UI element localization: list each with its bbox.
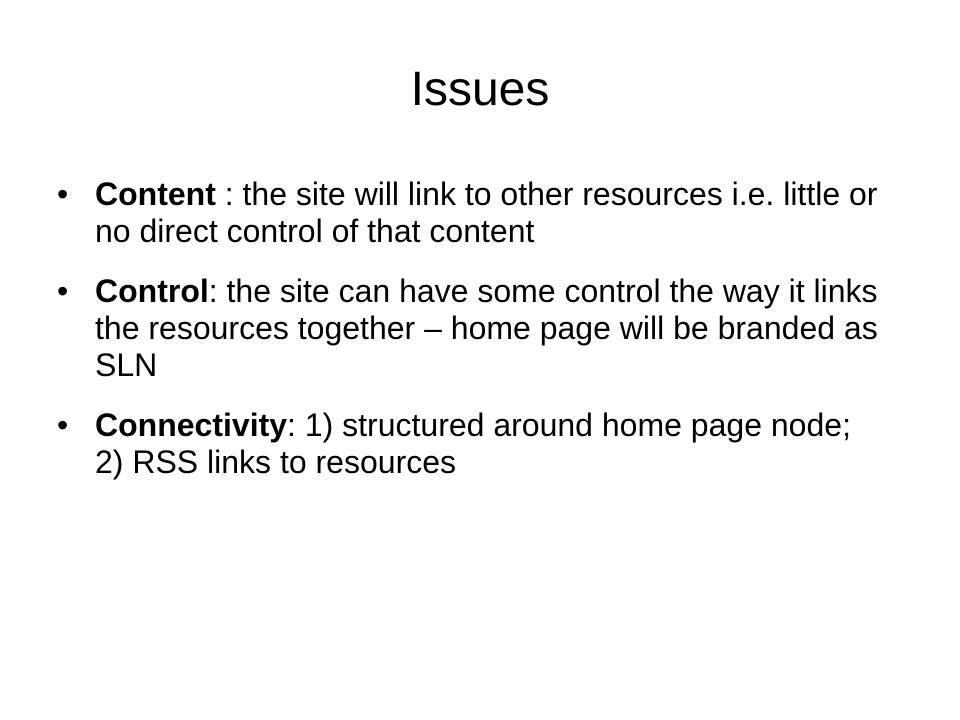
bullet-marker: •	[57, 407, 69, 443]
bullet-item-control	[57, 273, 887, 384]
bullet-term: Connectivity	[95, 407, 288, 443]
bullet-term: Content	[95, 176, 216, 212]
bullet-text: : 1) structured around home page node; 2) RSS links to resources	[95, 407, 851, 480]
bullet-marker: •	[57, 176, 69, 212]
bullet-text: : the site will link to other resources i.e. little or no direct control of that content	[95, 176, 878, 249]
bullet-item-connectivity	[57, 407, 887, 481]
slide-title: Issues	[410, 63, 550, 116]
bullet-marker: •	[57, 273, 69, 309]
bullet-term: Control	[95, 273, 209, 309]
bullet-text: : the site can have some control the way it links the resources together – home page will be branded as SLN	[95, 273, 878, 383]
bullet-list	[57, 176, 887, 504]
bullet-item-content	[57, 176, 887, 250]
